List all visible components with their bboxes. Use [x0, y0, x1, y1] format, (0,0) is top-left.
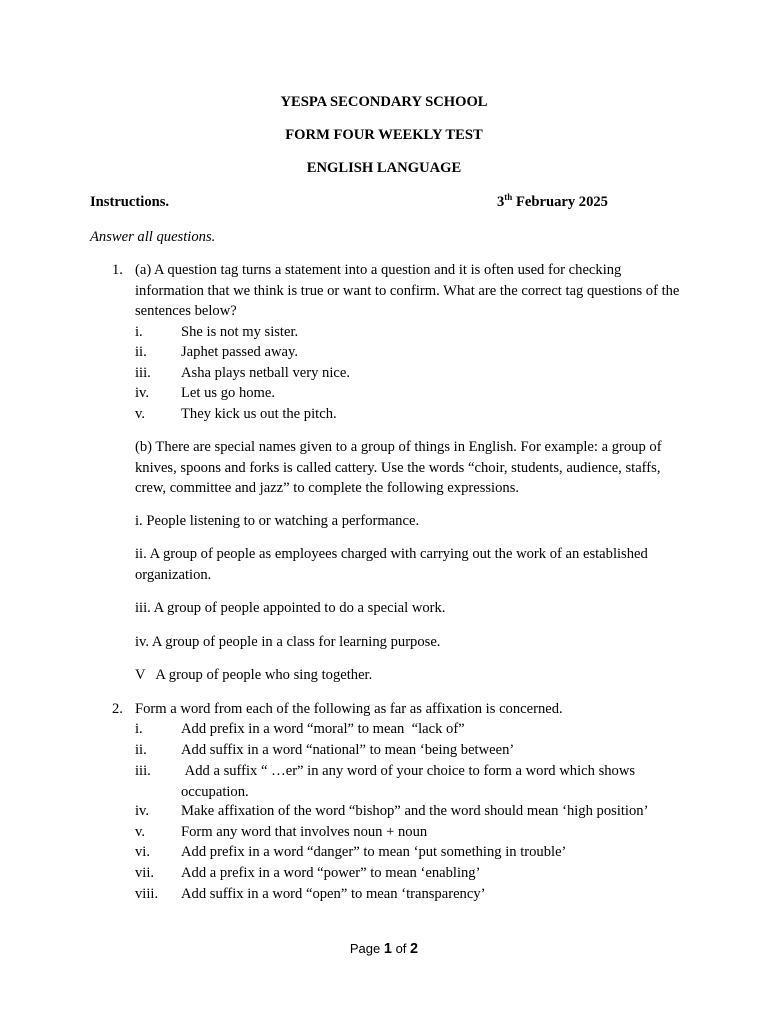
instructions-label: Instructions.: [90, 194, 170, 210]
item-numeral: i.: [135, 324, 143, 340]
page-word: Page: [349, 941, 384, 956]
page-footer: [0, 941, 768, 957]
item-numeral: iii.: [135, 365, 151, 381]
item-text: Add a prefix in a word “power” to mean ‘enabling’: [181, 865, 481, 881]
of-word: of: [391, 941, 411, 956]
item-numeral: viii.: [135, 886, 159, 902]
item-numeral: ii.: [135, 742, 147, 758]
item-text: They kick us out the pitch.: [181, 406, 337, 422]
item-text: Add prefix in a word “moral” to mean “lack of”: [181, 721, 465, 737]
item-numeral: vii.: [135, 865, 155, 881]
item-text: Form any word that involves noun + noun: [181, 824, 428, 840]
item-text: Make affixation of the word “bishop” and the word should mean ‘high position’: [181, 803, 649, 819]
item-text: Asha plays netball very nice.: [181, 365, 350, 381]
date-suffix: th: [504, 192, 513, 203]
item-numeral: iv.: [135, 803, 150, 819]
item-numeral: v.: [135, 824, 145, 840]
question-1b-item: iv. A group of people in a class for learning purpose.: [135, 634, 441, 650]
subject-title: ENGLISH LANGUAGE: [306, 160, 462, 176]
item-text: Add suffix in a word “national” to mean ‘being between’: [181, 742, 515, 758]
question-1-number: 1.: [112, 262, 123, 278]
item-text: Add a suffix “ …er” in any word of your choice to form a word which shows occupation.: [181, 763, 639, 800]
item-text: Japhet passed away.: [181, 344, 298, 360]
item-numeral: iii.: [135, 763, 151, 779]
item-text: She is not my sister.: [181, 324, 299, 340]
question-1b-text: (b) There are special names given to a group of things in English. For example: a group of knives, spoons and forks is called cattery. Use the words “choir, students, audience, staffs, crew, committee and jazz” to complete the following expressions.: [135, 439, 662, 496]
school-name: YESPA SECONDARY SCHOOL: [280, 94, 488, 110]
answer-all-instruction: Answer all questions.: [90, 229, 216, 245]
question-2-number: 2.: [112, 701, 123, 717]
item-numeral: v.: [135, 406, 145, 422]
item-numeral: vi.: [135, 844, 150, 860]
question-1b-item: iii. A group of people appointed to do a special work.: [135, 600, 446, 616]
item-text: Add suffix in a word “open” to mean ‘transparency’: [181, 886, 486, 902]
question-2-intro: Form a word from each of the following as far as affixation is concerned.: [135, 701, 563, 717]
test-title: FORM FOUR WEEKLY TEST: [285, 127, 483, 143]
question-1a-text: (a) A question tag turns a statement into a question and it is often used for checking information that we think is true or want to confirm. What are the correct tag questions of the sentences below?: [135, 262, 680, 319]
page-total: 2: [410, 941, 419, 957]
date-month-year: February 2025: [512, 194, 608, 210]
test-date: [497, 192, 608, 213]
question-1b-item: i. People listening to or watching a performance.: [135, 513, 420, 529]
question-1b-item: ii. A group of people as employees charged with carrying out the work of an established organization.: [135, 546, 648, 583]
question-1b-item: V A group of people who sing together.: [135, 667, 373, 683]
date-day: 3: [497, 194, 505, 210]
item-text: Add prefix in a word “danger” to mean ‘put something in trouble’: [181, 844, 567, 860]
item-numeral: ii.: [135, 344, 147, 360]
item-numeral: i.: [135, 721, 143, 737]
page-number: 1: [383, 941, 392, 957]
item-numeral: iv.: [135, 385, 150, 401]
item-text: Let us go home.: [181, 385, 276, 401]
